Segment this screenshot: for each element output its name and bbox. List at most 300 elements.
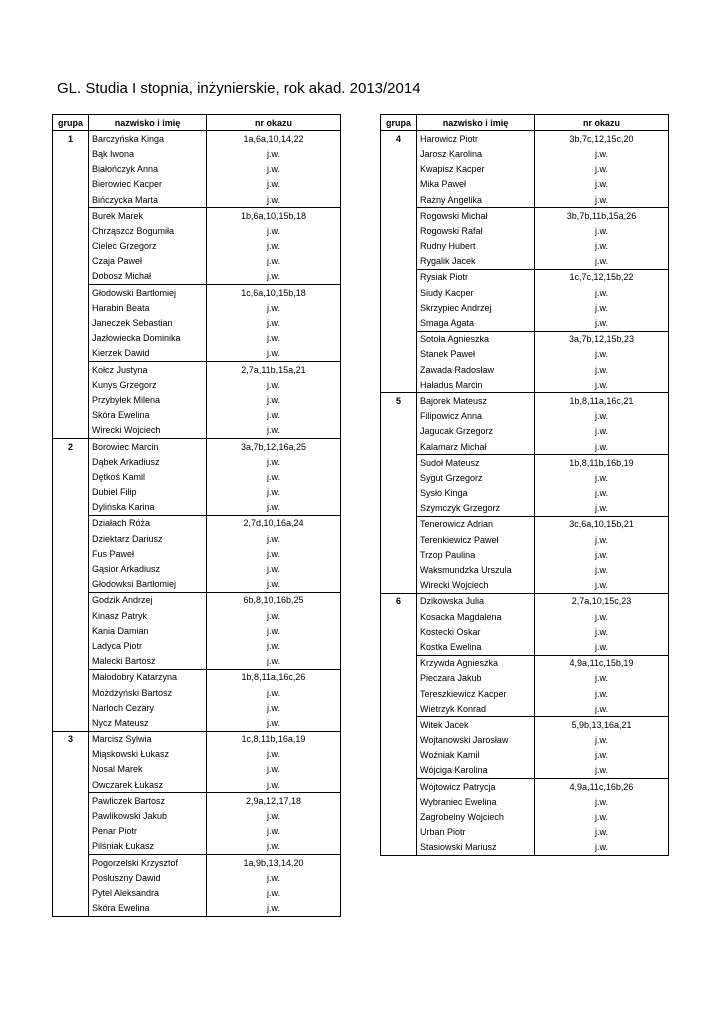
- table-row: [381, 825, 669, 840]
- table-row: [53, 546, 341, 561]
- table-row: [381, 208, 669, 224]
- student-name-cell: Głodowski Bartłomiej: [89, 285, 207, 301]
- specimen-number-cell: j.w.: [207, 454, 341, 469]
- student-name-cell: Harowicz Piotr: [417, 131, 535, 147]
- group-number-cell: [53, 777, 89, 793]
- student-name-cell: Pytel Aleksandra: [89, 885, 207, 900]
- specimen-number-cell: j.w.: [535, 501, 669, 517]
- specimen-number-cell: j.w.: [535, 285, 669, 300]
- specimen-number-cell: j.w.: [535, 470, 669, 485]
- student-name-cell: Skóra Ewelina: [89, 901, 207, 917]
- group-number-cell: [381, 840, 417, 856]
- table-row: [53, 685, 341, 700]
- table-row: [53, 747, 341, 762]
- student-name-cell: Skóra Ewelina: [89, 408, 207, 423]
- group-number-cell: [53, 146, 89, 161]
- group-number-cell: 3: [53, 731, 89, 747]
- group-number-cell: [53, 362, 89, 378]
- specimen-number-cell: j.w.: [535, 609, 669, 624]
- student-name-cell: Cielec Grzegorz: [89, 239, 207, 254]
- group-number-cell: [53, 531, 89, 546]
- group-number-cell: [53, 669, 89, 685]
- table-row: [53, 870, 341, 885]
- table-row: [53, 515, 341, 531]
- student-name-cell: Witek Jacek: [417, 717, 535, 733]
- specimen-number-cell: j.w.: [207, 654, 341, 670]
- group-number-cell: [381, 409, 417, 424]
- student-name-cell: Smaga Agata: [417, 315, 535, 331]
- student-name-cell: Owczarek Łukasz: [89, 777, 207, 793]
- table-row: [53, 285, 341, 301]
- table-row: [381, 409, 669, 424]
- table-header: [381, 115, 669, 131]
- student-name-cell: Dylińska Karina: [89, 500, 207, 516]
- table-row: [381, 146, 669, 161]
- specimen-number-cell: j.w.: [535, 532, 669, 547]
- student-name-cell: Dobosz Michał: [89, 269, 207, 285]
- group-number-cell: [381, 347, 417, 362]
- group-number-cell: [381, 223, 417, 238]
- specimen-number-cell: 1a,9b,13,14,20: [207, 855, 341, 871]
- specimen-number-cell: j.w.: [207, 808, 341, 823]
- table-row: [53, 531, 341, 546]
- student-name-cell: Harabin Beata: [89, 300, 207, 315]
- specimen-number-cell: j.w.: [535, 424, 669, 439]
- group-number-cell: [53, 285, 89, 301]
- group-number-cell: [381, 763, 417, 779]
- student-name-cell: Pieczara Jakub: [417, 671, 535, 686]
- student-name-cell: Wirecki Wojciech: [89, 423, 207, 439]
- specimen-number-cell: j.w.: [207, 762, 341, 777]
- specimen-number-cell: j.w.: [207, 408, 341, 423]
- specimen-number-cell: j.w.: [535, 486, 669, 501]
- group-number-cell: [381, 609, 417, 624]
- student-name-cell: Nosal Marek: [89, 762, 207, 777]
- table-row: [53, 885, 341, 900]
- table-row: [53, 839, 341, 855]
- table-row: [53, 793, 341, 809]
- table-row: [53, 239, 341, 254]
- specimen-number-cell: 2,7a,10,15c,23: [535, 593, 669, 609]
- group-number-cell: [53, 269, 89, 285]
- specimen-number-cell: 2,7d,10,16a,24: [207, 515, 341, 531]
- table-row: [53, 408, 341, 423]
- group-number-cell: [381, 162, 417, 177]
- specimen-number-cell: j.w.: [535, 578, 669, 594]
- table-row: [53, 300, 341, 315]
- student-name-cell: Chrząszcz Bogumiła: [89, 223, 207, 238]
- table-header: [53, 115, 341, 131]
- student-name-cell: Wojtanowski Jarosław: [417, 733, 535, 748]
- specimen-number-cell: j.w.: [207, 839, 341, 855]
- specimen-number-cell: j.w.: [207, 747, 341, 762]
- specimen-number-cell: j.w.: [535, 347, 669, 362]
- table-row: [381, 331, 669, 347]
- specimen-number-cell: j.w.: [535, 146, 669, 161]
- student-name-cell: Białończyk Anna: [89, 162, 207, 177]
- table-row: [53, 362, 341, 378]
- table-row: [381, 393, 669, 409]
- group-number-cell: [381, 239, 417, 254]
- group-number-cell: [53, 608, 89, 623]
- group-number-cell: [53, 239, 89, 254]
- student-name-cell: Siudy Kacper: [417, 285, 535, 300]
- group-number-cell: [53, 254, 89, 269]
- student-name-cell: Marcisz Sylwia: [89, 731, 207, 747]
- header-nazwisko: nazwisko i imię: [417, 115, 535, 131]
- student-name-cell: Zawada Radosław: [417, 362, 535, 377]
- student-name-cell: Jazłowiecka Dominika: [89, 331, 207, 346]
- group-number-cell: [53, 392, 89, 407]
- student-name-cell: Wójciga Karolina: [417, 763, 535, 779]
- specimen-number-cell: j.w.: [207, 546, 341, 561]
- student-name-cell: Bajorek Mateusz: [417, 393, 535, 409]
- specimen-number-cell: j.w.: [207, 331, 341, 346]
- table-row: [381, 424, 669, 439]
- group-number-cell: [53, 793, 89, 809]
- table-row: [53, 146, 341, 161]
- student-name-cell: Rudny Hubert: [417, 239, 535, 254]
- table-row: [53, 561, 341, 576]
- table-row: [53, 901, 341, 917]
- table-body: [53, 131, 341, 917]
- table-row: [381, 455, 669, 471]
- student-name-cell: Barczyńska Kinga: [89, 131, 207, 147]
- student-name-cell: Kalamarz Michał: [417, 439, 535, 455]
- student-name-cell: Dzikowska Julia: [417, 593, 535, 609]
- specimen-number-cell: j.w.: [535, 362, 669, 377]
- group-number-cell: [381, 748, 417, 763]
- header-grupa: grupa: [53, 115, 89, 131]
- group-number-cell: [53, 901, 89, 917]
- table-row: [381, 347, 669, 362]
- header-nazwisko: nazwisko i imię: [89, 115, 207, 131]
- group-number-cell: [53, 177, 89, 192]
- group-number-cell: [381, 578, 417, 594]
- group-number-cell: [381, 208, 417, 224]
- group-number-cell: [53, 561, 89, 576]
- specimen-number-cell: 3b,7b,11b,15a,26: [535, 208, 669, 224]
- student-name-cell: Wirecki Wojciech: [417, 578, 535, 594]
- specimen-number-cell: j.w.: [535, 639, 669, 655]
- student-name-cell: Dąbek Arkadiusz: [89, 454, 207, 469]
- group-number-cell: [381, 779, 417, 795]
- table-row: [381, 315, 669, 331]
- student-name-cell: Pawliczek Bartosz: [89, 793, 207, 809]
- specimen-number-cell: j.w.: [535, 254, 669, 270]
- table-row: [381, 439, 669, 455]
- table-row: [381, 701, 669, 717]
- student-table-right: [380, 114, 669, 856]
- specimen-number-cell: j.w.: [207, 192, 341, 208]
- student-name-cell: Urban Piotr: [417, 825, 535, 840]
- group-number-cell: [53, 592, 89, 608]
- specimen-number-cell: j.w.: [535, 733, 669, 748]
- specimen-number-cell: j.w.: [207, 392, 341, 407]
- table-row: [53, 762, 341, 777]
- group-number-cell: [53, 762, 89, 777]
- table-row: [53, 485, 341, 500]
- group-number-cell: [381, 809, 417, 824]
- group-number-cell: [381, 254, 417, 270]
- specimen-number-cell: j.w.: [535, 562, 669, 577]
- student-name-cell: Jarosz Karolina: [417, 146, 535, 161]
- table-row: [381, 177, 669, 192]
- student-name-cell: Janeczek Sebastian: [89, 315, 207, 330]
- table-row: [53, 392, 341, 407]
- group-number-cell: 4: [381, 131, 417, 147]
- group-number-cell: 2: [53, 438, 89, 454]
- group-number-cell: [53, 377, 89, 392]
- table-row: [381, 779, 669, 795]
- specimen-number-cell: j.w.: [207, 885, 341, 900]
- specimen-number-cell: j.w.: [535, 748, 669, 763]
- group-number-cell: [381, 470, 417, 485]
- specimen-number-cell: j.w.: [207, 223, 341, 238]
- student-name-cell: Gąsior Arkadiusz: [89, 561, 207, 576]
- group-number-cell: [381, 331, 417, 347]
- student-name-cell: Kosacka Magdalena: [417, 609, 535, 624]
- student-name-cell: Miąskowski Łukasz: [89, 747, 207, 762]
- student-name-cell: Mika Paweł: [417, 177, 535, 192]
- table-row: [53, 192, 341, 208]
- table-row: [53, 700, 341, 715]
- specimen-number-cell: j.w.: [207, 623, 341, 638]
- group-number-cell: [53, 654, 89, 670]
- table-row: [53, 438, 341, 454]
- group-number-cell: [53, 747, 89, 762]
- group-number-cell: [381, 717, 417, 733]
- specimen-number-cell: 5,9b,13,16a,21: [535, 717, 669, 733]
- table-row: [381, 686, 669, 701]
- group-number-cell: [53, 685, 89, 700]
- group-number-cell: [53, 839, 89, 855]
- group-number-cell: [53, 638, 89, 653]
- student-name-cell: Jagucak Grzegorz: [417, 424, 535, 439]
- table-row: [53, 638, 341, 653]
- student-name-cell: Kwapisz Kacper: [417, 162, 535, 177]
- table-row: [53, 454, 341, 469]
- student-name-cell: Penar Piotr: [89, 824, 207, 839]
- specimen-number-cell: j.w.: [207, 500, 341, 516]
- student-name-cell: Bińczycka Marta: [89, 192, 207, 208]
- table-row: [381, 532, 669, 547]
- specimen-number-cell: j.w.: [207, 346, 341, 362]
- table-row: [381, 516, 669, 532]
- table-row: [381, 162, 669, 177]
- table-row: [381, 840, 669, 856]
- table-row: [53, 131, 341, 147]
- student-name-cell: Tereszkiewicz Kacper: [417, 686, 535, 701]
- student-name-cell: Przybyłek Milena: [89, 392, 207, 407]
- table-row: [381, 639, 669, 655]
- table-row: [53, 269, 341, 285]
- group-number-cell: [381, 825, 417, 840]
- student-name-cell: Wietrzyk Konrad: [417, 701, 535, 717]
- specimen-number-cell: j.w.: [207, 700, 341, 715]
- group-number-cell: [53, 408, 89, 423]
- student-name-cell: Pawlikowski Jakub: [89, 808, 207, 823]
- specimen-number-cell: 2,9a,12,17,18: [207, 793, 341, 809]
- group-number-cell: [53, 331, 89, 346]
- student-name-cell: Posłuszny Dawid: [89, 870, 207, 885]
- specimen-number-cell: j.w.: [535, 192, 669, 208]
- specimen-number-cell: 3a,7b,12,15b,23: [535, 331, 669, 347]
- student-name-cell: Sudoł Mateusz: [417, 455, 535, 471]
- table-row: [381, 239, 669, 254]
- specimen-number-cell: j.w.: [535, 377, 669, 393]
- specimen-number-cell: j.w.: [207, 254, 341, 269]
- table-row: [381, 671, 669, 686]
- group-number-cell: 6: [381, 593, 417, 609]
- specimen-number-cell: j.w.: [535, 547, 669, 562]
- table-row: [381, 269, 669, 285]
- specimen-number-cell: 4,9a,11c,16b,26: [535, 779, 669, 795]
- group-number-cell: [381, 377, 417, 393]
- group-number-cell: [381, 655, 417, 671]
- table-row: [381, 733, 669, 748]
- student-name-cell: Sysło Kinga: [417, 486, 535, 501]
- table-row: [53, 577, 341, 593]
- specimen-number-cell: j.w.: [535, 300, 669, 315]
- group-number-cell: [53, 208, 89, 224]
- group-number-cell: [53, 485, 89, 500]
- student-name-cell: Krzywda Agnieszka: [417, 655, 535, 671]
- specimen-number-cell: j.w.: [535, 686, 669, 701]
- student-name-cell: Małodobry Katarzyna: [89, 669, 207, 685]
- specimen-number-cell: 6b,8,10,16b,25: [207, 592, 341, 608]
- student-name-cell: Tenerowicz Adrian: [417, 516, 535, 532]
- table-row: [381, 609, 669, 624]
- student-table-left: [52, 114, 341, 917]
- specimen-number-cell: 2,7a,11b,15a,21: [207, 362, 341, 378]
- specimen-number-cell: j.w.: [535, 794, 669, 809]
- student-name-cell: Kinasz Patryk: [89, 608, 207, 623]
- specimen-number-cell: 1b,8,11a,16c,26: [207, 669, 341, 685]
- specimen-number-cell: j.w.: [207, 685, 341, 700]
- student-name-cell: Rażny Angelika: [417, 192, 535, 208]
- student-name-cell: Możdżyński Bartosz: [89, 685, 207, 700]
- group-number-cell: [53, 808, 89, 823]
- student-name-cell: Fus Paweł: [89, 546, 207, 561]
- student-name-cell: Pilśniak Łukasz: [89, 839, 207, 855]
- table-row: [53, 824, 341, 839]
- specimen-number-cell: j.w.: [207, 239, 341, 254]
- table-row: [381, 624, 669, 639]
- student-name-cell: Stasiowski Mariusz: [417, 840, 535, 856]
- specimen-number-cell: j.w.: [207, 824, 341, 839]
- group-number-cell: [53, 500, 89, 516]
- group-number-cell: [381, 192, 417, 208]
- group-number-cell: [381, 547, 417, 562]
- table-row: [53, 254, 341, 269]
- student-name-cell: Skrzypiec Andrzej: [417, 300, 535, 315]
- student-name-cell: Woźniak Kamil: [417, 748, 535, 763]
- student-name-cell: Rogowski Michał: [417, 208, 535, 224]
- table-row: [381, 763, 669, 779]
- table-row: [53, 777, 341, 793]
- group-number-cell: [53, 346, 89, 362]
- table-row: [53, 855, 341, 871]
- specimen-number-cell: 3c,6a,10,15b,21: [535, 516, 669, 532]
- table-row: [381, 562, 669, 577]
- group-number-cell: [381, 562, 417, 577]
- student-name-cell: Godzik Andrzej: [89, 592, 207, 608]
- group-number-cell: [381, 315, 417, 331]
- group-number-cell: [381, 501, 417, 517]
- group-number-cell: [53, 423, 89, 439]
- group-number-cell: [53, 870, 89, 885]
- specimen-number-cell: j.w.: [535, 763, 669, 779]
- table-row: [381, 748, 669, 763]
- group-number-cell: [381, 733, 417, 748]
- group-number-cell: [381, 285, 417, 300]
- group-number-cell: 5: [381, 393, 417, 409]
- header-nr-okazu: nr okazu: [207, 115, 341, 131]
- student-name-cell: Głodowksi Bartłomiej: [89, 577, 207, 593]
- header-grupa: grupa: [381, 115, 417, 131]
- specimen-number-cell: j.w.: [207, 300, 341, 315]
- table-row: [53, 208, 341, 224]
- specimen-number-cell: j.w.: [207, 469, 341, 484]
- group-number-cell: [381, 439, 417, 455]
- group-number-cell: [53, 192, 89, 208]
- specimen-number-cell: j.w.: [207, 162, 341, 177]
- table-row: [381, 223, 669, 238]
- table-row: [381, 192, 669, 208]
- group-number-cell: [53, 223, 89, 238]
- specimen-number-cell: j.w.: [207, 715, 341, 731]
- specimen-number-cell: j.w.: [535, 162, 669, 177]
- specimen-number-cell: j.w.: [207, 901, 341, 917]
- student-name-cell: Borowiec Marcin: [89, 438, 207, 454]
- table-row: [53, 592, 341, 608]
- specimen-number-cell: 1b,8,11b,16b,19: [535, 455, 669, 471]
- group-number-cell: [381, 146, 417, 161]
- table-body: [381, 131, 669, 856]
- page-title: GL. Studia I stopnia, inżynierskie, rok akad. 2013/2014: [57, 80, 421, 97]
- table-row: [381, 593, 669, 609]
- specimen-number-cell: j.w.: [207, 146, 341, 161]
- specimen-number-cell: j.w.: [535, 809, 669, 824]
- table-row: [53, 162, 341, 177]
- group-number-cell: [381, 486, 417, 501]
- student-name-cell: Terenkiewicz Paweł: [417, 532, 535, 547]
- specimen-number-cell: 1b,6a,10,15b,18: [207, 208, 341, 224]
- table-row: [53, 808, 341, 823]
- student-name-cell: Bierowiec Kacper: [89, 177, 207, 192]
- header-nr-okazu: nr okazu: [535, 115, 669, 131]
- specimen-number-cell: 4,9a,11c,15b,19: [535, 655, 669, 671]
- group-number-cell: [53, 315, 89, 330]
- table-row: [53, 423, 341, 439]
- student-name-cell: Czaja Paweł: [89, 254, 207, 269]
- table-row: [53, 346, 341, 362]
- specimen-number-cell: j.w.: [535, 825, 669, 840]
- table-row: [381, 362, 669, 377]
- table-row: [381, 300, 669, 315]
- specimen-number-cell: j.w.: [535, 439, 669, 455]
- student-name-cell: Pogorzelski Krzysztof: [89, 855, 207, 871]
- specimen-number-cell: j.w.: [207, 561, 341, 576]
- table-row: [53, 715, 341, 731]
- student-name-cell: Nycz Mateusz: [89, 715, 207, 731]
- table-row: [381, 578, 669, 594]
- table-row: [53, 469, 341, 484]
- group-number-cell: [53, 300, 89, 315]
- student-name-cell: Filipowicz Anna: [417, 409, 535, 424]
- group-number-cell: [53, 469, 89, 484]
